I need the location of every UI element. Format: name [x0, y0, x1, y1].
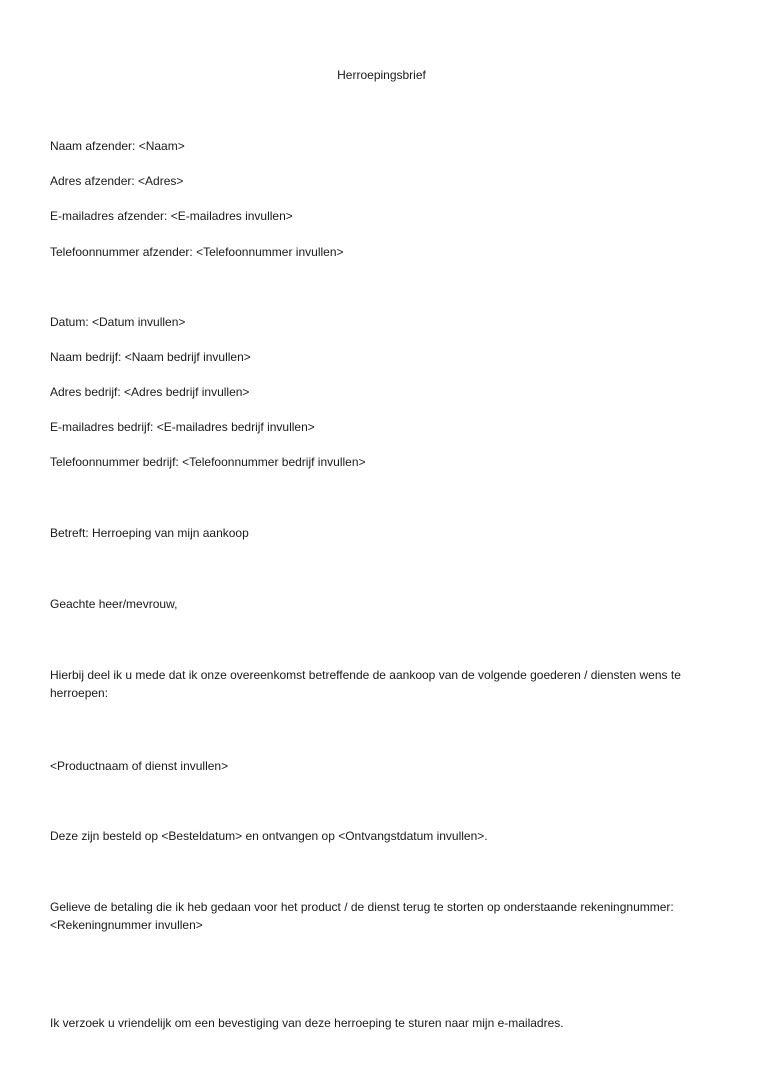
sender-phone: Telefoonnummer afzender: <Telefoonnummer invullen>: [50, 245, 344, 259]
order-dates: Deze zijn besteld op <Besteldatum> en ontvangen op <Ontvangstdatum invullen>.: [50, 829, 488, 843]
company-email: E-mailadres bedrijf: <E-mailadres bedrijf invullen>: [50, 420, 315, 434]
subject-line: Betreft: Herroeping van mijn aankoop: [50, 526, 249, 540]
company-address: Adres bedrijf: <Adres bedrijf invullen>: [50, 385, 250, 399]
salutation: Geachte heer/mevrouw,: [50, 597, 178, 611]
company-phone: Telefoonnummer bedrijf: <Telefoonnummer bedrijf invullen>: [50, 455, 366, 469]
company-name: Naam bedrijf: <Naam bedrijf invullen>: [50, 350, 251, 364]
sender-name: Naam afzender: <Naam>: [50, 139, 185, 153]
letter-date: Datum: <Datum invullen>: [50, 315, 186, 329]
document-title: Herroepingsbrief: [337, 68, 426, 82]
product-line: <Productnaam of dienst invullen>: [50, 759, 229, 773]
confirmation-request: Ik verzoek u vriendelijk om een bevestiging van deze herroeping te sturen naar mijn e-mailadres.: [50, 1016, 564, 1030]
refund-paragraph: Gelieve de betaling die ik heb gedaan voor het product / de dienst terug te storten op onderstaande rekeningnummer: <Rekeningnummer invullen>: [50, 900, 674, 932]
withdrawal-paragraph: Hierbij deel ik u mede dat ik onze overeenkomst betreffende de aankoop van de volgende goederen / diensten wens te herroepen:: [50, 668, 681, 700]
sender-address: Adres afzender: <Adres>: [50, 174, 184, 188]
sender-email: E-mailadres afzender: <E-mailadres invullen>: [50, 209, 293, 223]
